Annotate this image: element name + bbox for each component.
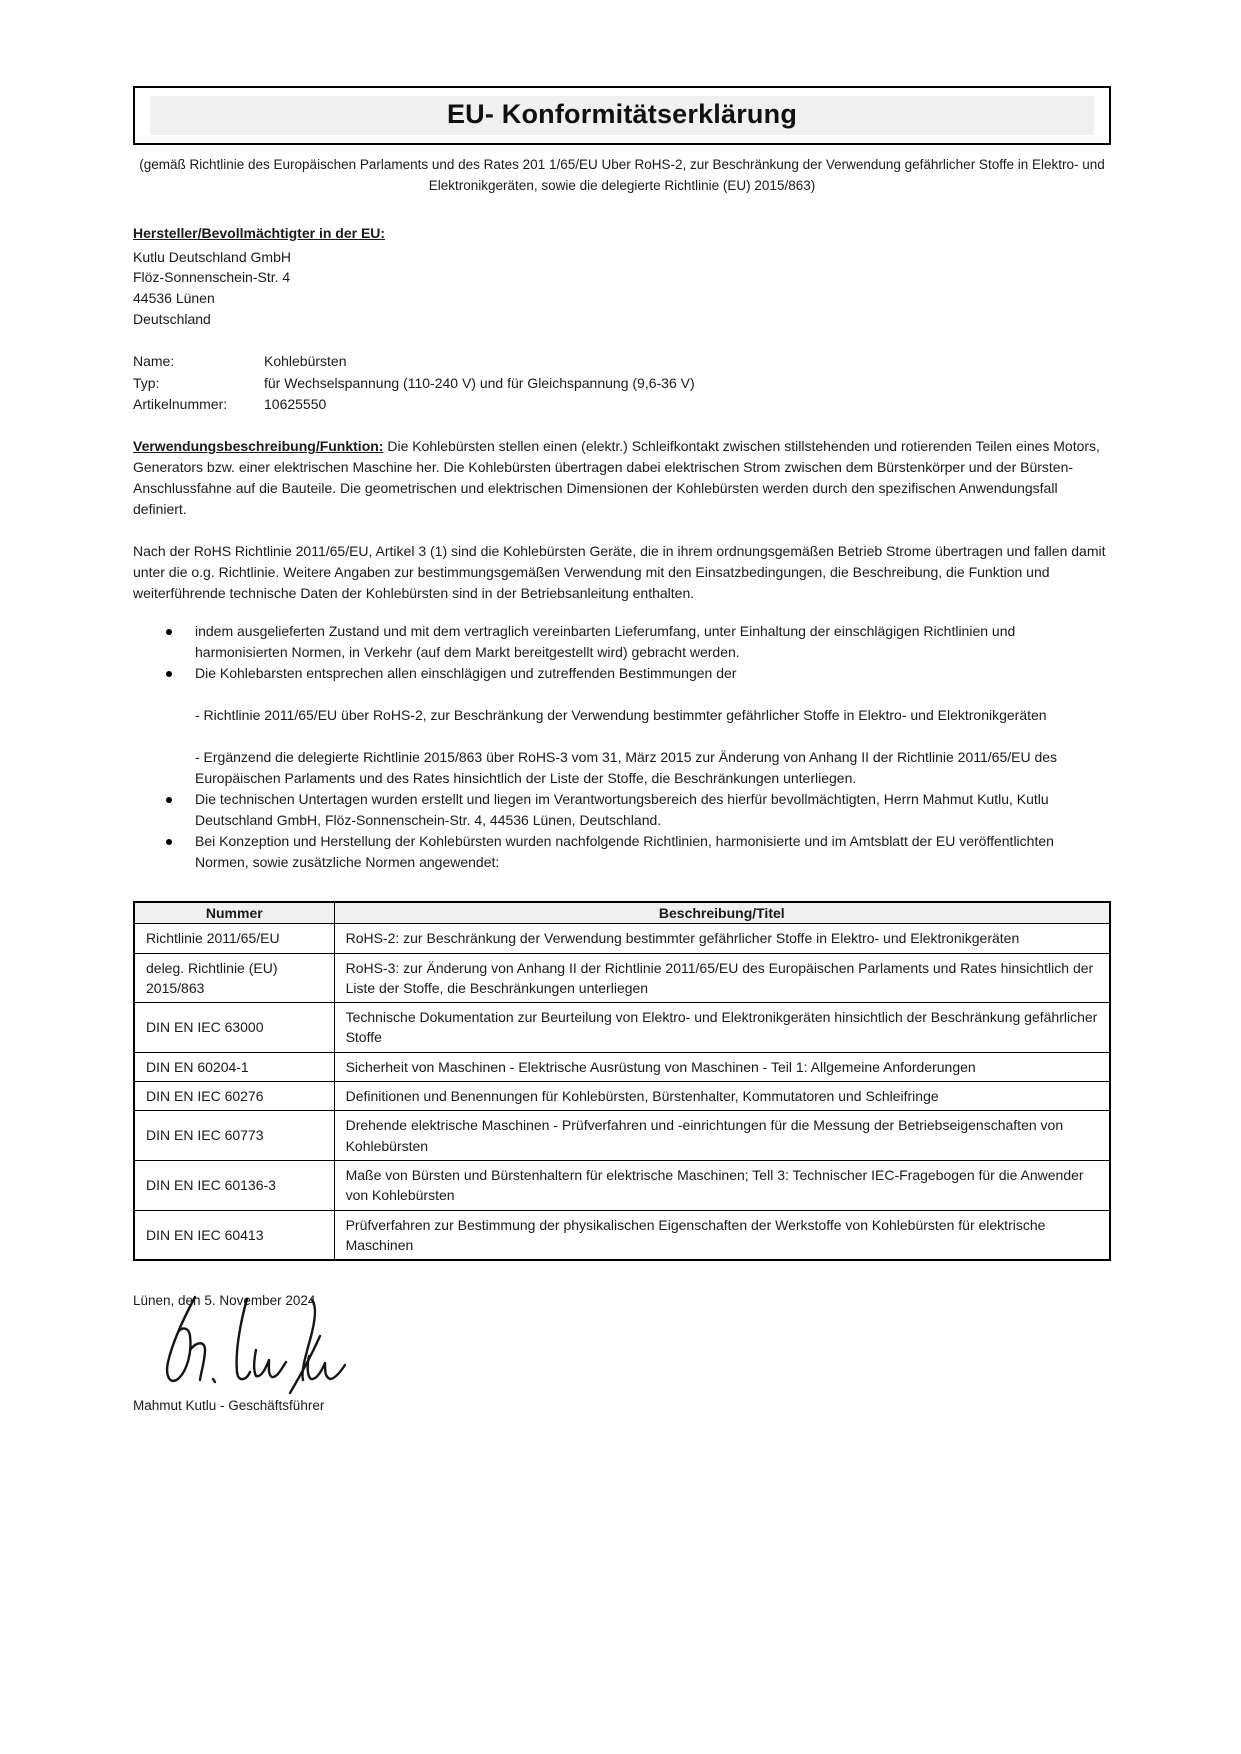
cell-number: DIN EN IEC 60276: [134, 1082, 334, 1111]
bullet-text: Die Kohlebarsten entsprechen allen einschlägigen und zutreffenden Bestimmungen der: [195, 665, 737, 682]
usage-heading: Verwendungsbeschreibung/Funktion:: [133, 438, 384, 455]
subtitle: (gemäß Richtlinie des Europäischen Parlaments und des Rates 201 1/65/EU Uber RoHS-2, zur Beschränkung der Verwendung gefährlicher Stoffe in Elektro- und Elektronikgeräten, sowie die delegierte Richtlinie (EU) 2015/863): [139, 157, 1105, 193]
product-name-label: Name:: [133, 353, 175, 370]
product-article-value: 10625550: [264, 395, 327, 412]
manufacturer-line: 44536 Lünen: [133, 290, 215, 306]
usage-paragraph: [133, 436, 1111, 520]
product-row-type: [133, 373, 1111, 394]
product-type-label: Typ:: [133, 374, 160, 391]
cell-description: Definitionen und Benennungen für Kohlebürsten, Bürstenhalter, Kommutatoren und Schleifringe: [334, 1082, 1110, 1111]
bullet-item: [133, 789, 1111, 831]
signature-block: [133, 1293, 1111, 1413]
page-title: EU- Konformitätserklärung: [446, 99, 798, 129]
manufacturer-line: Flöz-Sonnenschein-Str. 4: [133, 269, 291, 286]
table-row: [134, 1052, 1110, 1081]
table-row: [134, 1082, 1110, 1111]
table-row: [134, 1003, 1110, 1053]
column-header-number: Nummer: [134, 902, 334, 924]
cell-number: DIN EN IEC 60413: [134, 1210, 334, 1260]
manufacturer-line: Deutschland: [133, 310, 211, 327]
bullet-sub-item: - Richtlinie 2011/65/EU über RoHS-2, zur Beschränkung der Verwendung bestimmter gefährlicher Stoffe in Elektro- und Elektronikgeräten: [195, 707, 1047, 724]
product-type-value: für Wechselspannung (110-240 V) und für Gleichspannung (9,6-36 V): [264, 374, 695, 391]
column-header-description: Beschreibung/Titel: [334, 902, 1110, 924]
bullet-item: [133, 663, 1111, 789]
product-article-label: Artikelnummer:: [133, 395, 228, 412]
manufacturer-line: Kutlu Deutschland GmbH: [133, 248, 291, 265]
signer-name: Mahmut Kutlu - Geschäftsführer: [133, 1398, 325, 1414]
declaration-bullets: [133, 621, 1111, 873]
cell-description: Prüfverfahren zur Bestimmung der physikalischen Eigenschaften der Werkstoffe von Kohlebürsten für elektrische Maschinen: [334, 1210, 1110, 1260]
cell-description: RoHS-2: zur Beschränkung der Verwendung bestimmter gefährlicher Stoffe in Elektro- und Elektronikgeräten: [334, 924, 1110, 953]
table-header-row: [134, 902, 1110, 924]
norms-table-head: [134, 902, 1110, 924]
cell-number: deleg. Richtlinie (EU) 2015/863: [134, 953, 334, 1003]
cell-number: DIN EN IEC 60773: [134, 1111, 334, 1161]
bullet-item: [133, 831, 1111, 873]
product-row-article: [133, 394, 1111, 415]
bullet-text: indem ausgelieferten Zustand und mit dem vertraglich vereinbarten Lieferumfang, unter Einhaltung der einschlägigen Richtlinien und harmonisierten Normen, in Verkehr (auf dem Markt bereitgestellt wird) gebracht werden.: [195, 623, 1016, 661]
norms-table: [133, 901, 1111, 1261]
bullet-item: [133, 621, 1111, 663]
cell-number: DIN EN IEC 63000: [134, 1003, 334, 1053]
bullet-text: Bei Konzeption und Herstellung der Kohlebürsten wurden nachfolgende Richtlinien, harmonisierte und im Amtsblatt der EU veröffentlichten Normen, sowie zusätzliche Normen angewendet:: [195, 833, 1054, 871]
rohs-paragraph: Nach der RoHS Richtlinie 2011/65/EU, Artikel 3 (1) sind die Kohlebürsten Geräte, die in ihrem ordnungsgemäßen Betrieb Strome übertragen und fallen damit unter die o.g. Richtlinie. Weitere Angaben zur bestimmungsgemäßen Verwendung mit den Einsatzbedingungen, die Beschreibung, die Funktion und weiterführende technische Daten der Kohlebürsten sind in der Betriebsanleitung enthalten.: [133, 543, 1106, 602]
cell-number: Richtlinie 2011/65/EU: [134, 924, 334, 953]
table-row: [134, 1210, 1110, 1260]
product-row-name: [133, 351, 1111, 372]
norms-table-body: [134, 924, 1110, 1260]
table-row: [134, 1160, 1110, 1210]
cell-description: Sicherheit von Maschinen - Elektrische Ausrüstung von Maschinen - Teil 1: Allgemeine Anforderungen: [334, 1052, 1110, 1081]
table-row: [134, 1111, 1110, 1161]
bullet-sub-item: - Ergänzend die delegierte Richtlinie 2015/863 über RoHS-3 vom 31, März 2015 zur Änderung von Anhang II der Richtlinie 2011/65/EU des Europäischen Parlaments und des Rates hinsichtlich der Liste der Stoffe, die Beschränkungen unterliegen.: [195, 749, 1058, 787]
date-line: Lünen, den 5. November 2024: [133, 1293, 316, 1309]
cell-description: Maße von Bürsten und Bürstenhaltern für elektrische Maschinen; Tell 3: Technischer IEC-Fragebogen für die Anwender von Kohlebürsten: [334, 1160, 1110, 1210]
product-name-value: Kohlebürsten: [264, 353, 347, 370]
title-band: [150, 96, 1094, 135]
cell-description: RoHS-3: zur Änderung von Anhang II der Richtlinie 2011/65/EU des Europäischen Parlaments und Rates hinsichtlich der Liste der Stoffe, die Beschränkungen unterliegen: [334, 953, 1110, 1003]
table-row: [134, 953, 1110, 1003]
title-box: [133, 86, 1111, 145]
cell-description: Drehende elektrische Maschinen - Prüfverfahren und -einrichtungen für die Messung der Betriebseigenschaften von Kohlebürsten: [334, 1111, 1110, 1161]
table-row: [134, 924, 1110, 953]
manufacturer-section: [133, 223, 1111, 330]
cell-number: DIN EN IEC 60136-3: [134, 1160, 334, 1210]
manufacturer-heading: Hersteller/Bevollmächtigter in der EU:: [133, 224, 386, 241]
usage-text: Die Kohlebürsten stellen einen (elektr.) Schleifkontakt zwischen stillstehenden und rotierenden Teilen eines Motors, Generators bzw. einer elektrischen Maschine her. Die Kohlebürsten übertragen dabei elektrischen Strom zwischen dem Bürstenkörper und der Bürsten-Anschlussfahne auf die Bauteile. Die geometrischen und elektrischen Dimensionen der Kohlebürsten werden durch den spezifischen Anwendungsfall definiert.: [133, 438, 1100, 518]
product-section: [133, 351, 1111, 415]
cell-number: DIN EN 60204-1: [134, 1052, 334, 1081]
cell-description: Technische Dokumentation zur Beurteilung von Elektro- und Elektronikgeräten hinsichtlich der Beschränkung gefährlicher Stoffe: [334, 1003, 1110, 1053]
bullet-text: Die technischen Untertagen wurden erstellt und liegen im Verantwortungsbereich des hierfür bevollmächtigten, Herrn Mahmut Kutlu, Kutlu Deutschland GmbH, Flöz-Sonnenschein-Str. 4, 44536 Lünen, Deutschland.: [195, 791, 1049, 829]
